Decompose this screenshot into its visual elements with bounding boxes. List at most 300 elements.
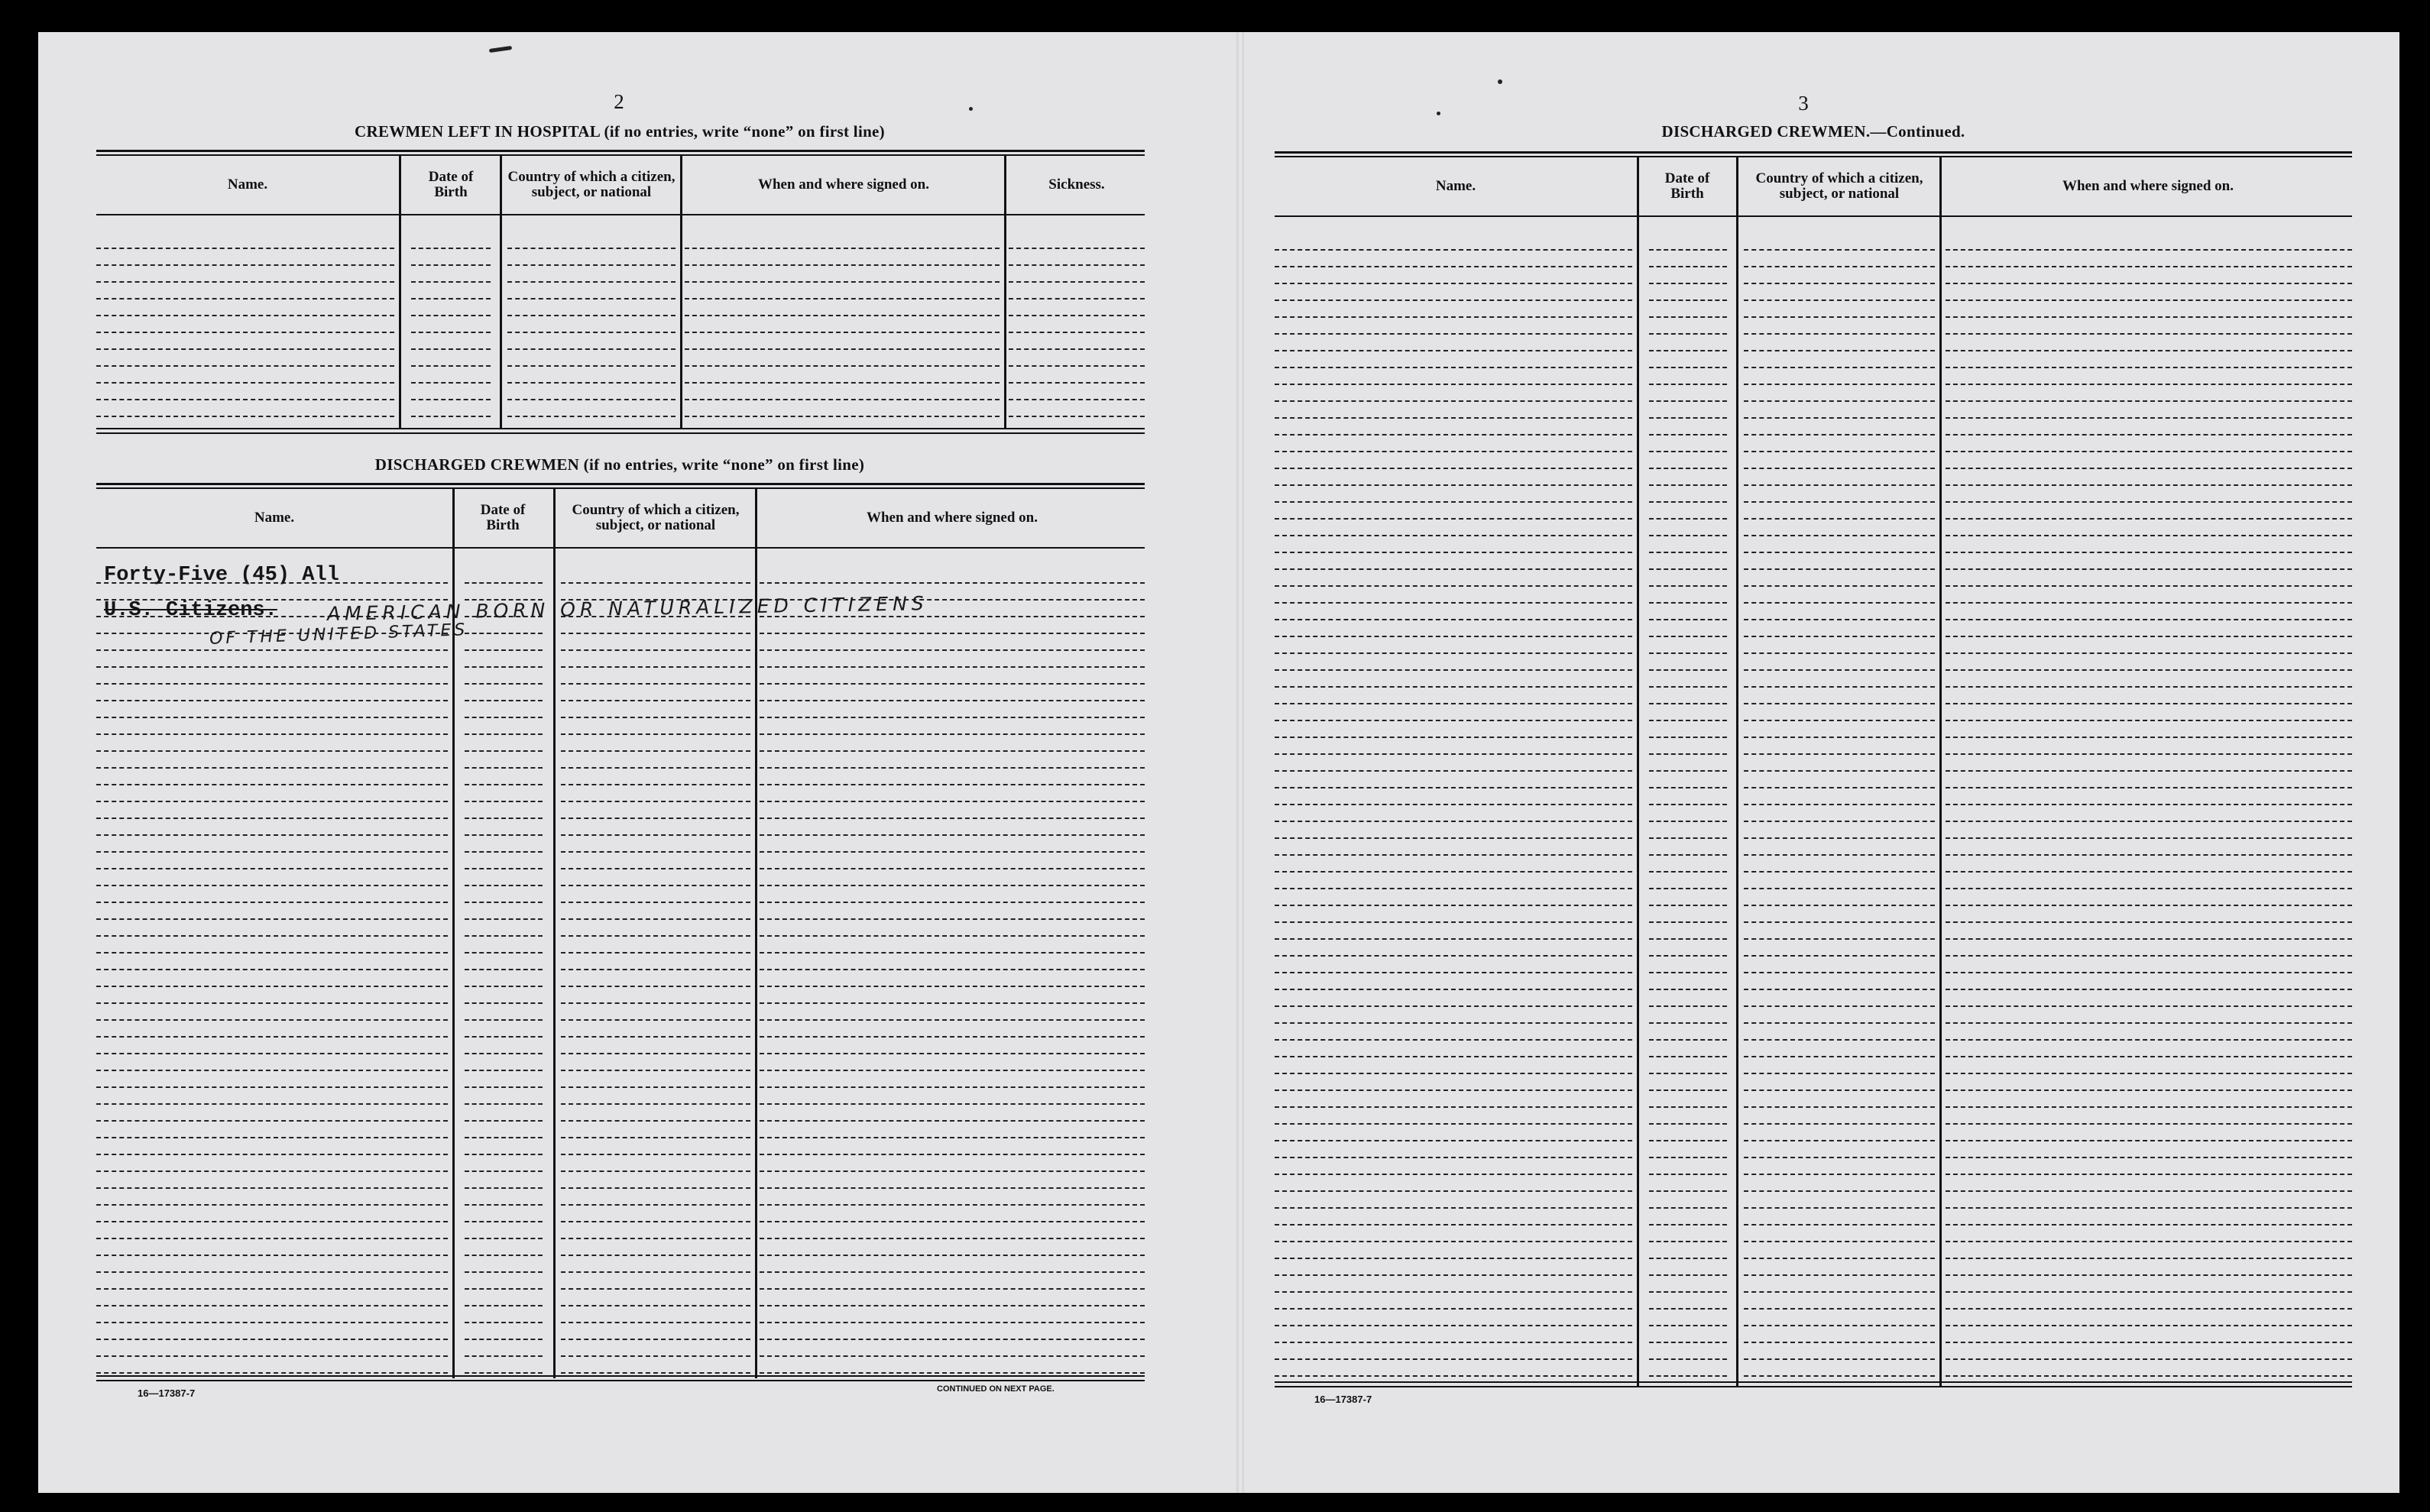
table-top-rule (96, 487, 1145, 489)
ruled-line (1744, 585, 1935, 587)
ruled-line (1275, 871, 1632, 873)
column-divider (500, 156, 502, 429)
ruled-line (760, 969, 1145, 970)
ruled-line (1649, 1342, 1727, 1343)
ruled-line (96, 332, 394, 333)
ruled-line (1744, 720, 1935, 721)
ruled-line (1946, 1308, 2352, 1310)
ruled-line (1946, 1174, 2352, 1175)
ruled-line (561, 582, 750, 584)
ruled-line (1946, 1123, 2352, 1125)
ruled-line (1009, 281, 1145, 283)
table-bottom-rule (96, 428, 1145, 429)
ruled-line (465, 1288, 543, 1290)
table-top-rule (96, 154, 1145, 156)
ruled-line (685, 399, 1000, 400)
ruled-line (561, 633, 750, 634)
ruled-line (1275, 299, 1632, 301)
ruled-line (1946, 1207, 2352, 1209)
ruled-line (1009, 298, 1145, 299)
ruled-line (760, 582, 1145, 584)
column-divider (1736, 157, 1738, 1386)
form-number-left: 16—17387-7 (138, 1387, 196, 1399)
ruled-line (1009, 264, 1145, 266)
ruled-line (96, 298, 394, 299)
table-bottom-rule (1275, 1386, 2352, 1387)
ruled-line (760, 1339, 1145, 1340)
ruled-line (96, 1238, 448, 1239)
ruled-line (465, 851, 543, 853)
ruled-line (1275, 1089, 1632, 1091)
ruled-line (1744, 753, 1935, 755)
ruled-line (1946, 821, 2352, 822)
ruled-line (1744, 1190, 1935, 1192)
ruled-line (760, 1170, 1145, 1172)
ruled-line (1744, 1358, 1935, 1360)
ruled-line (507, 365, 676, 367)
ruled-line (465, 834, 543, 836)
ruled-line (1946, 1140, 2352, 1141)
ruled-line (1744, 1174, 1935, 1175)
ruled-line (1946, 350, 2352, 351)
ruled-line (96, 750, 448, 752)
ruled-line (1946, 619, 2352, 620)
ruled-line (1744, 249, 1935, 251)
ruled-line (1275, 837, 1632, 839)
ruled-line (1744, 1022, 1935, 1024)
ruled-line (1946, 737, 2352, 738)
ruled-line (1275, 905, 1632, 906)
ruled-line (1649, 535, 1727, 536)
ruled-line (561, 1053, 750, 1054)
ruled-line (1649, 1207, 1727, 1209)
table-top-rule (1275, 156, 2352, 157)
ruled-line (1649, 703, 1727, 704)
ruled-line (1649, 1039, 1727, 1041)
ruled-line (1744, 299, 1935, 301)
ruled-line (1744, 955, 1935, 957)
ruled-line (760, 1255, 1145, 1256)
ruled-line (507, 332, 676, 333)
ruled-line (1649, 1174, 1727, 1175)
ruled-line (1275, 518, 1632, 520)
ruled-line (1275, 1073, 1632, 1074)
ruled-line (1275, 266, 1632, 267)
ruled-line (1946, 703, 2352, 704)
ruled-line (1946, 535, 2352, 536)
discharged-col-country: Country of which a citizen, subject, or national (572, 502, 740, 533)
ruled-line (1649, 972, 1727, 973)
ruled-line (1275, 384, 1632, 385)
typed-entry-count: Forty-Five (45) All (104, 564, 339, 587)
ruled-line (561, 1086, 750, 1088)
ruled-line (760, 868, 1145, 869)
continued-col-country: Country of which a citizen, subject, or national (1755, 170, 1923, 202)
ruled-line (1275, 619, 1632, 620)
ruled-line (465, 1103, 543, 1105)
ruled-line (561, 1221, 750, 1222)
ruled-line (465, 1355, 543, 1357)
ruled-line (1009, 248, 1145, 249)
hospital-col-signed-on: When and where signed on. (757, 176, 929, 193)
ruled-line (1649, 1140, 1727, 1141)
ruled-line (561, 733, 750, 735)
ruled-line (1744, 367, 1935, 368)
ruled-line (96, 365, 394, 367)
ruled-line (1649, 837, 1727, 839)
ruled-line (561, 1288, 750, 1290)
ruled-line (1275, 350, 1632, 351)
ruled-line (1275, 1274, 1632, 1276)
ruled-line (96, 902, 448, 903)
ruled-line (1946, 972, 2352, 973)
ruled-line (465, 935, 543, 937)
ruled-line (1275, 1157, 1632, 1158)
ruled-line (1649, 266, 1727, 267)
column-divider (1939, 157, 1942, 1386)
ruled-line (96, 281, 394, 283)
ruled-line (1275, 434, 1632, 435)
ruled-line (465, 818, 543, 819)
continued-col-name: Name. (1435, 178, 1476, 194)
ruled-line (1946, 1190, 2352, 1192)
ruled-line (411, 416, 491, 417)
discharged-section-title: DISCHARGED CREWMEN (if no entries, write “none” on first line) (374, 455, 865, 474)
ruled-line (1744, 316, 1935, 318)
ruled-line (465, 1086, 543, 1088)
ruled-line (1275, 1005, 1632, 1007)
ruled-line (465, 784, 543, 785)
ruled-line (1649, 602, 1727, 604)
ruled-line (1649, 568, 1727, 570)
ruled-line (507, 315, 676, 316)
ruled-line (465, 1322, 543, 1323)
ruled-line (1744, 333, 1935, 335)
ruled-line (1744, 1056, 1935, 1057)
ruled-line (411, 298, 491, 299)
ruled-line (1649, 585, 1727, 587)
ruled-line (1649, 1325, 1727, 1326)
ruled-line (1744, 535, 1935, 536)
ruled-line (760, 717, 1145, 718)
ruled-line (411, 315, 491, 316)
ruled-line (1946, 451, 2352, 452)
ruled-line (760, 649, 1145, 651)
ruled-line (1649, 888, 1727, 889)
ruled-line (96, 315, 394, 316)
ruled-line (96, 1053, 448, 1054)
ruled-line (1744, 804, 1935, 805)
ruled-line (760, 767, 1145, 769)
ruled-line (96, 1221, 448, 1222)
ruled-line (465, 649, 543, 651)
ruled-line (1275, 669, 1632, 671)
ruled-line (1649, 669, 1727, 671)
form-number-right: 16—17387-7 (1314, 1394, 1372, 1405)
ruled-line (1275, 921, 1632, 923)
hospital-col-name: Name. (227, 176, 268, 193)
ruled-line (465, 1339, 543, 1340)
ruled-line (1946, 770, 2352, 772)
ruled-line (1946, 1291, 2352, 1293)
ruled-line (1649, 720, 1727, 721)
ruled-line (1275, 1056, 1632, 1057)
ruled-line (465, 986, 543, 987)
ruled-line (96, 666, 448, 668)
ruled-line (1744, 938, 1935, 940)
ruled-line (1946, 921, 2352, 923)
ruled-line (1946, 552, 2352, 553)
ruled-line (1275, 484, 1632, 486)
ruled-line (1649, 854, 1727, 856)
ruled-line (1275, 1358, 1632, 1360)
ruled-line (1744, 1258, 1935, 1259)
ruled-line (1275, 1291, 1632, 1293)
ruled-line (760, 885, 1145, 886)
ruled-line (1744, 1274, 1935, 1276)
ruled-line (1744, 1291, 1935, 1293)
ruled-line (96, 885, 448, 886)
ruled-line (1946, 1274, 2352, 1276)
ruled-line (1946, 1258, 2352, 1259)
page-number-left: 2 (614, 90, 624, 113)
ruled-line (1744, 568, 1935, 570)
ruled-line (411, 264, 491, 266)
ruled-line (1744, 400, 1935, 402)
ruled-line (465, 902, 543, 903)
ruled-line (1744, 468, 1935, 469)
ruled-line (1649, 955, 1727, 957)
ruled-line (685, 382, 1000, 384)
ruled-line (1744, 972, 1935, 973)
ruled-line (96, 767, 448, 769)
ruled-line (1946, 652, 2352, 654)
ruled-line (96, 1120, 448, 1122)
ruled-line (561, 1070, 750, 1071)
ruled-line (1649, 753, 1727, 755)
ruled-line (1744, 1308, 1935, 1310)
ruled-line (465, 1053, 543, 1054)
ruled-line (760, 683, 1145, 685)
ruled-line (760, 1002, 1145, 1004)
ruled-line (1744, 1005, 1935, 1007)
ruled-line (1649, 501, 1727, 503)
ruled-line (561, 1154, 750, 1155)
ruled-line (96, 1070, 448, 1071)
ruled-line (561, 834, 750, 836)
ruled-line (561, 1372, 750, 1374)
ruled-line (1946, 1089, 2352, 1091)
ruled-line (1275, 720, 1632, 721)
ruled-line (760, 1372, 1145, 1374)
ruled-line (1744, 770, 1935, 772)
ruled-line (1275, 636, 1632, 637)
ruled-line (1009, 332, 1145, 333)
ruled-line (96, 416, 394, 417)
ruled-line (1649, 821, 1727, 822)
table-bottom-rule (96, 1375, 1145, 1377)
ruled-line (561, 801, 750, 802)
ruled-line (1744, 821, 1935, 822)
ink-mark (1437, 112, 1440, 115)
ruled-line (411, 348, 491, 350)
ruled-line (760, 902, 1145, 903)
ruled-line (1009, 315, 1145, 316)
ruled-line (1275, 804, 1632, 805)
ruled-line (96, 1288, 448, 1290)
ruled-line (96, 382, 394, 384)
ruled-line (760, 1070, 1145, 1071)
ruled-line (1275, 938, 1632, 940)
ruled-line (1744, 1375, 1935, 1377)
ruled-line (1649, 283, 1727, 284)
ruled-line (1649, 299, 1727, 301)
ruled-line (760, 633, 1145, 634)
ruled-line (96, 1204, 448, 1206)
ruled-line (1744, 1342, 1935, 1343)
ruled-line (1744, 518, 1935, 520)
ruled-line (1275, 770, 1632, 772)
ruled-line (465, 750, 543, 752)
ruled-line (411, 281, 491, 283)
ruled-line (1009, 348, 1145, 350)
ruled-line (1946, 400, 2352, 402)
page-number-right: 3 (1798, 92, 1809, 115)
ruled-line (507, 248, 676, 249)
ruled-line (465, 1204, 543, 1206)
ruled-line (1744, 350, 1935, 351)
ruled-line (465, 1120, 543, 1122)
ruled-line (1946, 905, 2352, 906)
ruled-line (1275, 1342, 1632, 1343)
ruled-line (411, 399, 491, 400)
ruled-line (1946, 1375, 2352, 1377)
ruled-line (1946, 568, 2352, 570)
ruled-line (1275, 1224, 1632, 1225)
ruled-line (561, 683, 750, 685)
ruled-line (1946, 1039, 2352, 1041)
ruled-line (1649, 905, 1727, 906)
ruled-line (561, 918, 750, 920)
hospital-col-dob: Date of Birth (428, 169, 474, 200)
ruled-line (1946, 299, 2352, 301)
ruled-line (1946, 787, 2352, 788)
ruled-line (465, 1170, 543, 1172)
ruled-line (465, 918, 543, 920)
ruled-line (1649, 1190, 1727, 1192)
ruled-line (1649, 417, 1727, 419)
ruled-line (561, 700, 750, 701)
ruled-line (1649, 1157, 1727, 1158)
ruled-line (685, 348, 1000, 350)
ruled-line (1744, 451, 1935, 452)
ruled-line (1946, 837, 2352, 839)
ruled-line (465, 868, 543, 869)
ruled-line (1649, 1358, 1727, 1360)
page-fold (1236, 32, 1244, 1493)
ruled-line (561, 1271, 750, 1273)
ruled-line (561, 1322, 750, 1323)
ruled-line (760, 918, 1145, 920)
ruled-line (1649, 552, 1727, 553)
ruled-line (1744, 703, 1935, 704)
ruled-line (1946, 266, 2352, 267)
ruled-line (561, 1187, 750, 1189)
ruled-line (96, 348, 394, 350)
ruled-line (1946, 1005, 2352, 1007)
ruled-line (1649, 1224, 1727, 1225)
ruled-line (1744, 602, 1935, 604)
ruled-line (1275, 249, 1632, 251)
ruled-line (96, 801, 448, 802)
ruled-line (1649, 921, 1727, 923)
ruled-line (1649, 518, 1727, 520)
ruled-line (1744, 905, 1935, 906)
ruled-line (96, 1103, 448, 1105)
ruled-line (1946, 417, 2352, 419)
ruled-line (1744, 686, 1935, 688)
ruled-line (760, 1103, 1145, 1105)
ruled-line (561, 818, 750, 819)
ruled-line (1009, 365, 1145, 367)
ruled-line (1649, 333, 1727, 335)
ruled-line (1275, 400, 1632, 402)
ruled-line (96, 1187, 448, 1189)
ruled-line (465, 1019, 543, 1021)
ruled-line (1744, 989, 1935, 990)
ruled-line (760, 1120, 1145, 1122)
table-header-rule (96, 214, 1145, 215)
ruled-line (1946, 249, 2352, 251)
ruled-line (561, 717, 750, 718)
ruled-line (465, 733, 543, 735)
ruled-line (1946, 955, 2352, 957)
ruled-line (96, 1322, 448, 1323)
ruled-line (96, 834, 448, 836)
ruled-line (1275, 821, 1632, 822)
continued-col-signed-on: When and where signed on. (2062, 178, 2234, 194)
ruled-line (1275, 367, 1632, 368)
ruled-line (96, 952, 448, 953)
ruled-line (1275, 1241, 1632, 1242)
ruled-line (1649, 1089, 1727, 1091)
ruled-line (465, 1221, 543, 1222)
ruled-line (1946, 1358, 2352, 1360)
column-divider (399, 156, 401, 429)
ruled-line (96, 918, 448, 920)
discharged-col-name: Name. (254, 510, 295, 526)
ruled-line (1946, 434, 2352, 435)
ruled-line (96, 1372, 448, 1374)
ruled-line (685, 315, 1000, 316)
ruled-line (96, 399, 394, 400)
ruled-line (760, 1204, 1145, 1206)
ruled-line (1744, 552, 1935, 553)
ruled-line (1946, 1342, 2352, 1343)
ruled-line (1275, 552, 1632, 553)
ruled-line (1649, 804, 1727, 805)
ruled-line (561, 851, 750, 853)
ruled-line (1744, 417, 1935, 419)
ruled-line (1649, 1291, 1727, 1293)
ruled-line (96, 1086, 448, 1088)
ruled-line (465, 885, 543, 886)
ruled-line (465, 1002, 543, 1004)
ruled-line (1649, 1005, 1727, 1007)
ruled-line (760, 1305, 1145, 1306)
ruled-line (1946, 1157, 2352, 1158)
ruled-line (1946, 484, 2352, 486)
